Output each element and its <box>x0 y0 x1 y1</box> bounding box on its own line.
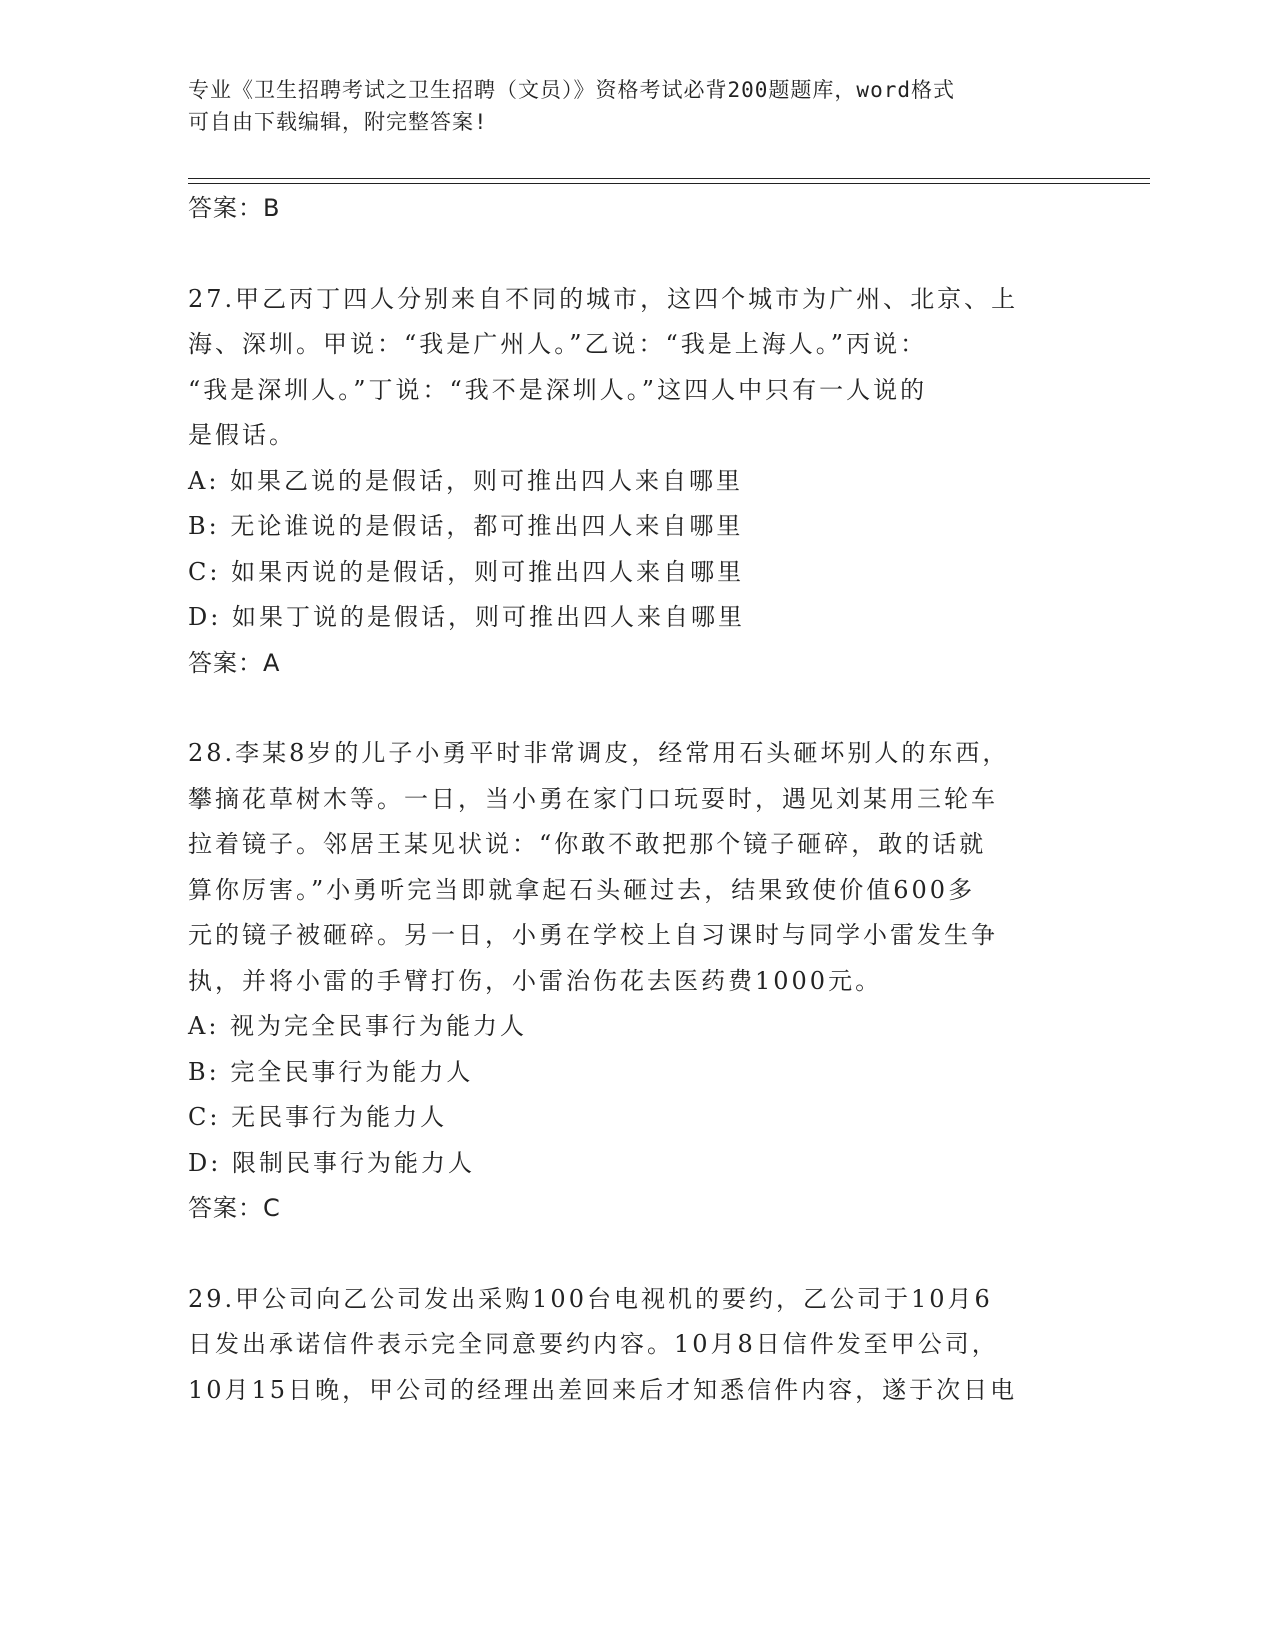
option-b: B: 完全民事行为能力人 <box>188 1057 474 1086</box>
question-text-line: 海、深圳。甲说：“我是广州人。”乙说：“我是上海人。”丙说： <box>188 330 928 358</box>
answer-line: 答案：B <box>188 194 281 222</box>
spacer <box>188 232 1088 277</box>
question-text-line: 10月15日晚，甲公司的经理出差回来后才知悉信件内容，遂于次日电 <box>188 1375 1018 1404</box>
option-a: A: 视为完全民事行为能力人 <box>188 1012 528 1040</box>
question-block <box>188 731 1088 1232</box>
option-d: D: 限制民事行为能力人 <box>188 1148 475 1177</box>
answer-line: 答案：C <box>188 1194 281 1222</box>
option-b: B: 无论谁说的是假话，都可推出四人来自哪里 <box>188 512 744 540</box>
question-text-line: 是假话。 <box>188 421 296 449</box>
question-text-line: 日发出承诺信件表示完全同意要约内容。10月8日信件发至甲公司， <box>188 1330 999 1358</box>
question-block <box>188 1277 1088 1414</box>
spacer <box>188 686 1088 731</box>
question-text-line: 攀摘花草树木等。一日，当小勇在家门口玩耍时，遇见刘某用三轮车 <box>188 784 998 813</box>
header-line-1: 专业《卫生招聘考试之卫生招聘（文员）》资格考试必背200题题库，word格式 <box>188 78 955 102</box>
header-divider-top <box>188 178 1150 179</box>
option-d: D: 如果丁说的是假话，则可推出四人来自哪里 <box>188 603 745 631</box>
question-text-line: 拉着镜子。邻居王某见状说：“你敢不敢把那个镜子砸碎，敢的话就 <box>188 830 987 858</box>
document-body <box>188 186 1088 1413</box>
question-text-line: 执，并将小雷的手臂打伤，小雷治伤花去医药费1000元。 <box>188 966 883 995</box>
option-a: A: 如果乙说的是假话，则可推出四人来自哪里 <box>188 466 744 495</box>
question-text-line: 元的镜子被砸碎。另一日，小勇在学校上自习课时与同学小雷发生争 <box>188 921 998 949</box>
option-c: C: 如果丙说的是假话，则可推出四人来自哪里 <box>188 557 745 586</box>
question-text-line: 29.甲公司向乙公司发出采购100台电视机的要约，乙公司于10月6 <box>188 1284 993 1313</box>
option-c: C: 无民事行为能力人 <box>188 1103 448 1131</box>
question-text-line: 算你厉害。”小勇听完当即就拿起石头砸过去，结果致使价值600多 <box>188 875 976 904</box>
header-line-2: 可自由下载编辑，附完整答案! <box>188 110 488 134</box>
question-text-line: 28.李某8岁的儿子小勇平时非常调皮，经常用石头砸坏别人的东西， <box>188 739 1010 767</box>
question-block <box>188 277 1088 687</box>
page-header <box>188 74 1088 138</box>
header-divider-bottom <box>188 183 1150 184</box>
question-text-line: 27.甲乙丙丁四人分别来自不同的城市，这四个城市为广州、北京、上 <box>188 284 1019 313</box>
spacer <box>188 1232 1088 1277</box>
answer-line: 答案：A <box>188 648 281 677</box>
question-text-line: “我是深圳人。”丁说：“我不是深圳人。”这四人中只有一人说的 <box>188 375 928 404</box>
